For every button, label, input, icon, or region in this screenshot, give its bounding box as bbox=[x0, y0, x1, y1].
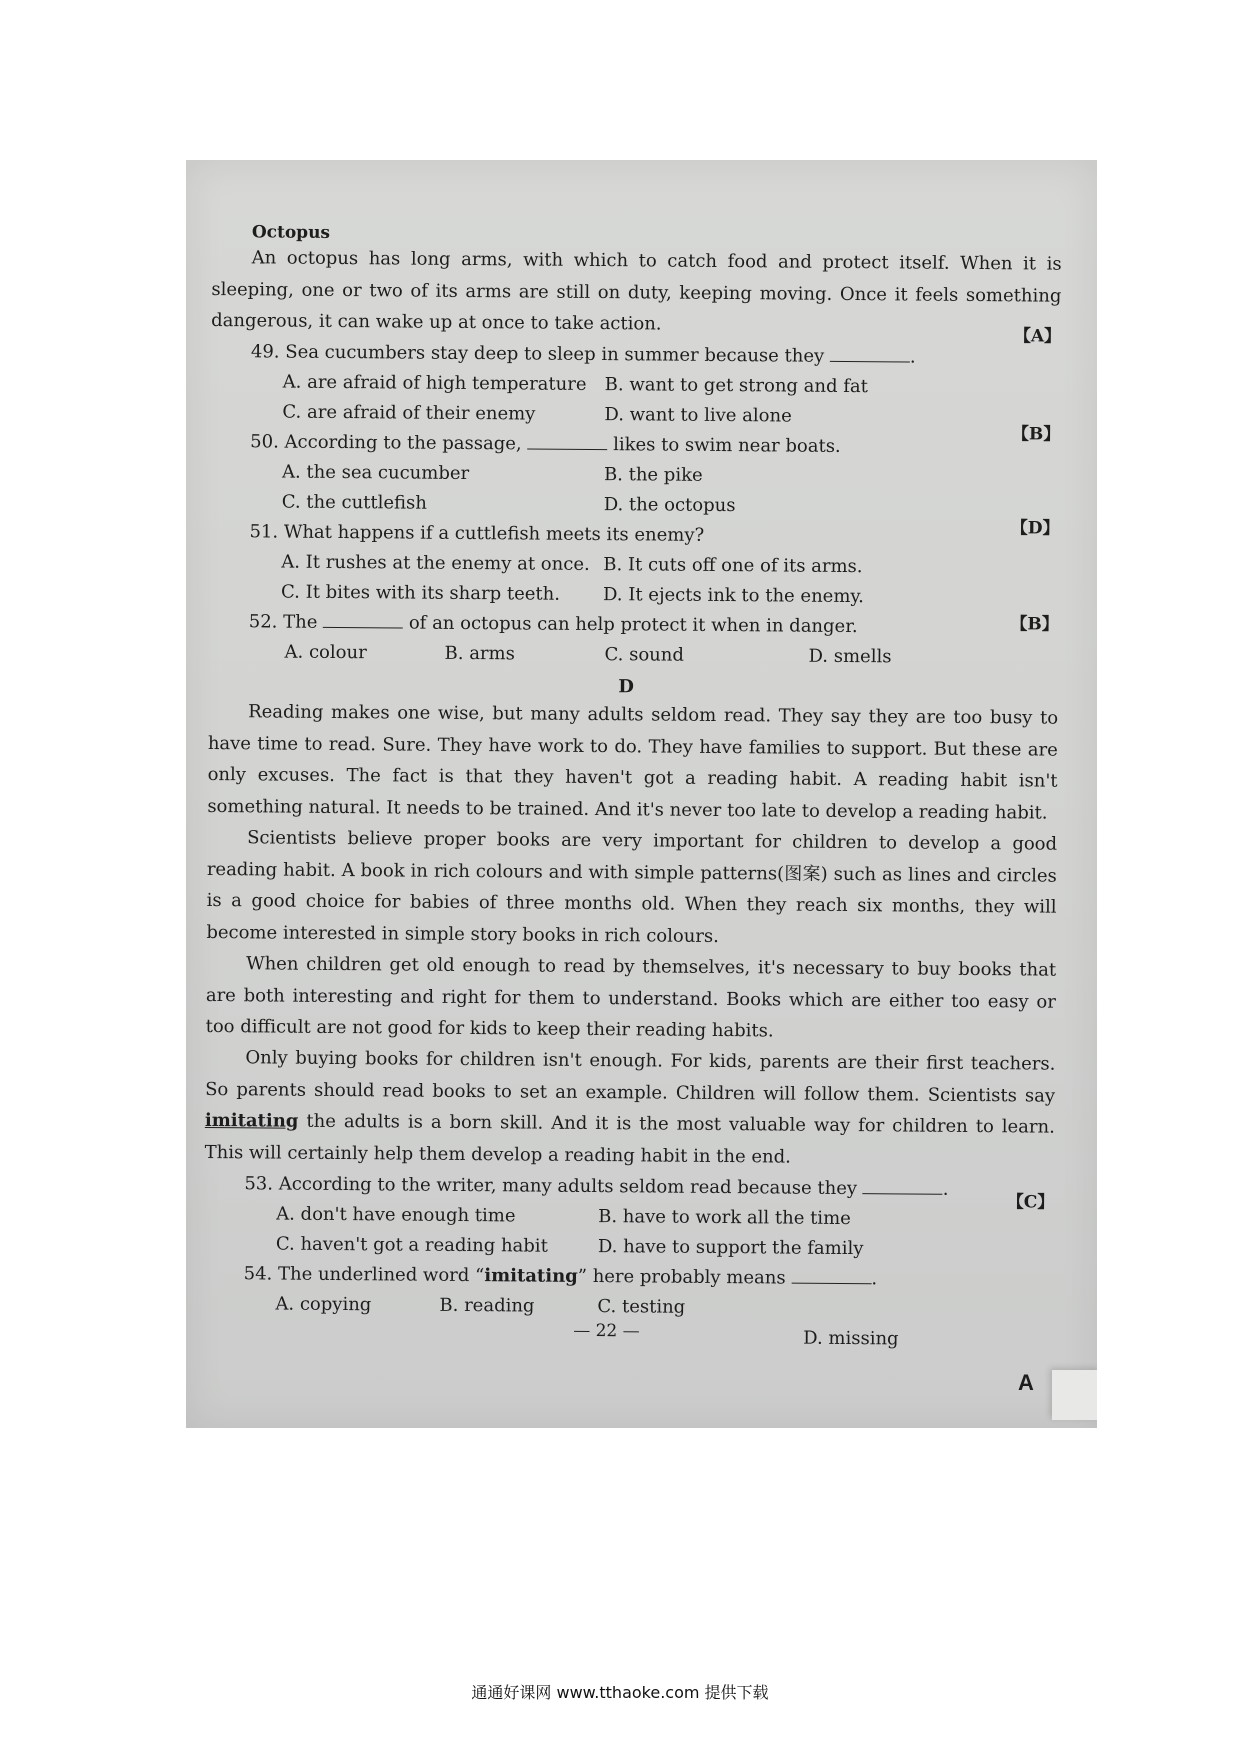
section-label: D bbox=[618, 676, 635, 698]
answer-key: 【B】 bbox=[1011, 424, 1061, 445]
question-stem-mid: ” here probably means bbox=[577, 1265, 786, 1289]
answer-blank bbox=[791, 1267, 871, 1285]
option-a: A. are afraid of high temperature bbox=[282, 371, 587, 395]
option-c: C. the cuttlefish bbox=[281, 491, 428, 514]
scanned-page-photo bbox=[186, 160, 1097, 1428]
answer-key: 【D】 bbox=[1010, 518, 1060, 539]
question-stem: 53. According to the writer, many adults seldom read because they bbox=[244, 1173, 858, 1200]
option-b: B. the pike bbox=[603, 464, 703, 486]
option-b: B. have to work all the time bbox=[598, 1206, 851, 1230]
page-number: — 22 — bbox=[573, 1320, 640, 1342]
answer-key: 【C】 bbox=[1006, 1192, 1055, 1213]
question-stem-end: . bbox=[942, 1178, 949, 1200]
corner-tab bbox=[1052, 1370, 1097, 1420]
question-stem-end: . bbox=[909, 346, 916, 368]
passage-text: An octopus has long arms, with which to catch food and protect itself. When it is sleeping, one or two of its arms are still on duty, keeping moving. Once it feels something dangerous, it can wake up at once to take action. bbox=[211, 247, 1062, 335]
option-b: B. reading bbox=[439, 1294, 535, 1317]
paragraph-4-end: the adults is a born skill. And it is the most valuable way for children to learn. This will certainly help them develop a reading habit in the end. bbox=[204, 1110, 1055, 1168]
option-d: D. smells bbox=[808, 645, 892, 668]
question-bold-word: imitating bbox=[484, 1265, 578, 1287]
answer-key: 【A】 bbox=[1013, 326, 1062, 347]
option-c: C. are afraid of their enemy bbox=[282, 401, 536, 425]
option-a: A. colour bbox=[284, 641, 367, 664]
option-d: D. It ejects ink to the enemy. bbox=[602, 584, 865, 608]
option-c: C. haven't got a reading habit bbox=[275, 1233, 548, 1257]
passage-title: Octopus bbox=[251, 222, 331, 243]
question-stem: 50. According to the passage, bbox=[250, 431, 522, 455]
answer-blank bbox=[863, 1177, 943, 1195]
option-b: B. arms bbox=[444, 642, 515, 665]
option-a: A. It rushes at the enemy at once. bbox=[281, 551, 590, 575]
paragraph-4 bbox=[205, 1042, 1056, 1175]
option-a: A. don't have enough time bbox=[276, 1203, 516, 1227]
option-a: A. copying bbox=[275, 1293, 372, 1316]
answer-key: 【B】 bbox=[1010, 614, 1059, 635]
option-d: D. the octopus bbox=[603, 494, 736, 517]
paragraph-1: Reading makes one wise, but many adults seldom read. They say they are too busy to have time to read. Sure. They have work to do. They have families to support. But these are only excuses. The fact is that they haven't got a reading habit. A reading habit isn't something natural. It needs to be trained. And it's never too late to develop a reading habit. bbox=[207, 701, 1059, 824]
option-d: D. want to live alone bbox=[604, 404, 792, 427]
option-c: C. sound bbox=[604, 644, 685, 666]
option-c: C. testing bbox=[597, 1296, 686, 1318]
option-b: B. want to get strong and fat bbox=[604, 374, 868, 398]
underlined-word: imitating bbox=[204, 1109, 299, 1132]
question-stem: 54. The underlined word “ bbox=[243, 1263, 485, 1287]
question-stem-end: of an octopus can help protect it when in danger. bbox=[408, 612, 858, 638]
question-stem-end: likes to swim near boats. bbox=[613, 434, 841, 457]
question-stem: 52. The bbox=[248, 611, 318, 633]
answer-key: A bbox=[1018, 1370, 1034, 1395]
option-b: B. It cuts off one of its arms. bbox=[603, 554, 863, 578]
option-d: D. missing bbox=[803, 1327, 899, 1350]
answer-blank bbox=[830, 345, 910, 363]
question-51: 51. What happens if a cuttlefish meets its enemy? bbox=[249, 521, 705, 546]
option-c: C. It bites with its sharp teeth. bbox=[280, 581, 561, 605]
answer-blank bbox=[323, 611, 403, 629]
download-footer: 通通好课网 www.tthaoke.com 提供下载 bbox=[471, 1683, 769, 1702]
question-stem-end: . bbox=[871, 1268, 878, 1290]
answer-blank bbox=[527, 432, 607, 450]
option-a: A. the sea cucumber bbox=[281, 461, 470, 485]
option-d: D. have to support the family bbox=[597, 1236, 864, 1260]
question-stem: 49. Sea cucumbers stay deep to sleep in summer because they bbox=[250, 341, 825, 367]
paragraph-2: Scientists believe proper books are very important for children to develop a good reading habit. A book in rich colours and with simple patterns(图案) such as lines and circles is a good choice for babies of three months old. When they reach six months, they will become interested in simple story books in rich colours. bbox=[206, 827, 1058, 947]
paragraph-3: When children get old enough to read by themselves, it's necessary to buy books that are both interesting and right for them to understand. Books which are either too easy or too difficult are not good for kids to keep their reading habits. bbox=[205, 953, 1057, 1042]
paragraph-4-start: Only buying books for children isn't enough. For kids, parents are their first teachers. So parents should read books to set an example. Children will follow them. Scientists say bbox=[205, 1047, 1056, 1107]
worksheet-page bbox=[202, 216, 1071, 1428]
